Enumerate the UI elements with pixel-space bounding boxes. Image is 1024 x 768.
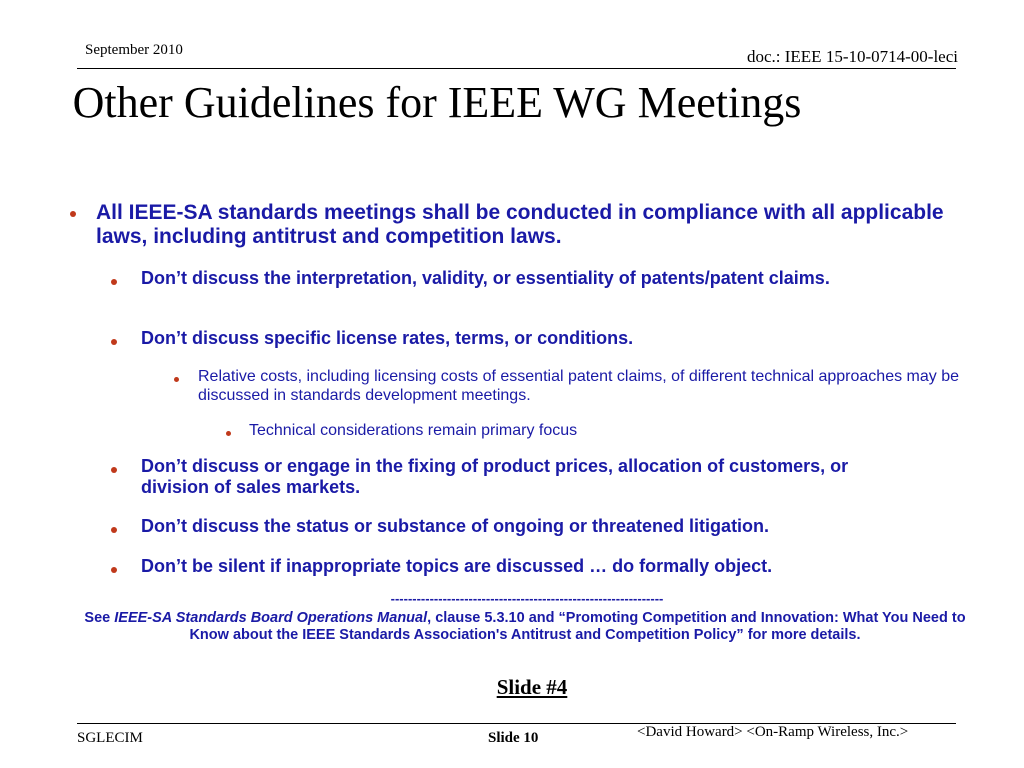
bullet-level2-license: Don’t discuss specific license rates, terms, or conditions. <box>141 328 634 348</box>
separator-dashes: --------------------------------------------------------------- <box>390 591 664 606</box>
bullet-dot <box>70 211 76 217</box>
footer-author: <David Howard> <On-Ramp Wireless, Inc.> <box>637 724 909 740</box>
bullet-dot <box>111 527 117 533</box>
header-date: September 2010 <box>85 42 183 58</box>
note-prefix: See <box>84 610 115 626</box>
bullet-level4-technical: Technical considerations remain primary focus <box>249 422 578 439</box>
bullet-level1: All IEEE-SA standards meetings shall be conducted in compliance with all applicable laws, including antitrust and competition laws. <box>96 201 944 248</box>
bullet-dot <box>111 339 117 345</box>
bullet-level2-litigation: Don’t discuss the status or substance of ongoing or threatened litigation. <box>141 516 770 536</box>
footer-left: SGLECIM <box>77 730 143 746</box>
header-rule <box>77 68 956 69</box>
bullet-level2-object: Don’t be silent if inappropriate topics are discussed … do formally object. <box>141 556 773 576</box>
bullet-dot <box>111 279 117 285</box>
note-manual: IEEE-SA Standards Board Operations Manual <box>114 610 428 626</box>
bullet-dot <box>174 377 179 382</box>
slide-title: Other Guidelines for IEEE WG Meetings <box>72 78 802 127</box>
note-rest: , clause 5.3.10 and “Promoting Competition and Innovation: What You Need to Know about the IEEE Standards Association's Antitrust and Competition Policy” for more details. <box>189 610 966 643</box>
footer-slide-number: Slide 10 <box>488 730 539 746</box>
bullet-dot <box>111 467 117 473</box>
bullet-dot <box>111 567 117 573</box>
bullet-level3-costs: Relative costs, including licensing costs of essential patent claims, of different technical approaches may be discussed in standards development meetings. <box>198 368 959 404</box>
bullet-dot <box>226 431 231 436</box>
header-doc-id: doc.: IEEE 15-10-0714-00-leci <box>746 47 958 66</box>
slide-reference: Slide #4 <box>496 675 568 699</box>
bullet-level2-prices: Don’t discuss or engage in the fixing of product prices, allocation of customers, or division of sales markets. <box>141 456 849 497</box>
reference-note <box>70 610 980 644</box>
bullet-level2-patents: Don’t discuss the interpretation, validity, or essentiality of patents/patent claims. <box>141 268 830 288</box>
